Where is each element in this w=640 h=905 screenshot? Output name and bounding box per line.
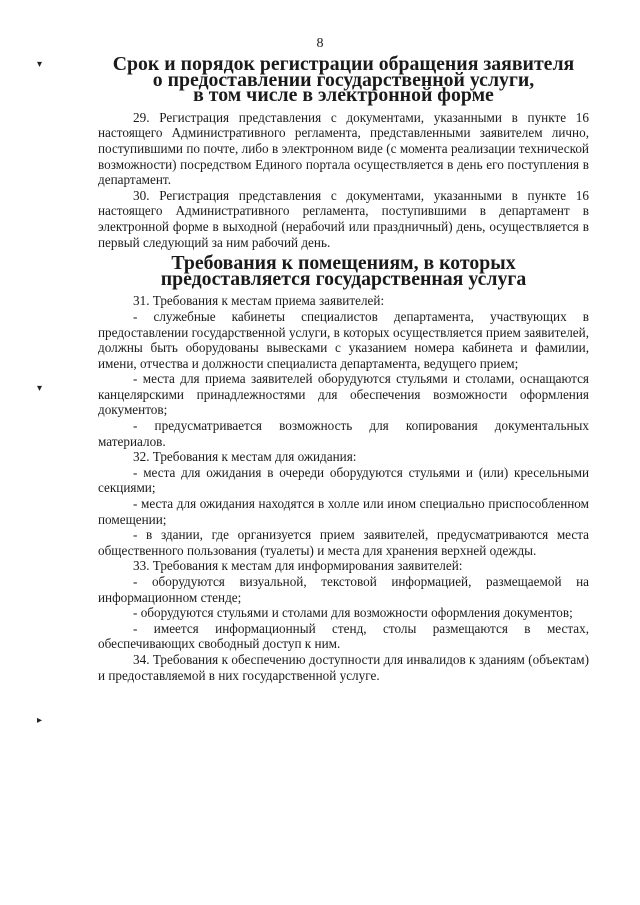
- heading-line: в том числе в электронной форме: [193, 84, 494, 107]
- paragraph-32-item: - места для ожидания находятся в холле или ином специально приспособленном помещении;: [98, 496, 589, 527]
- paragraph-32-item: - места для ожидания в очереди оборудуются стульями и (или) кресельными секциями;: [98, 464, 589, 496]
- margin-mark: ▸: [37, 715, 43, 726]
- page-number: 8: [316, 36, 324, 51]
- paragraph-33-item: - оборудуются стульями и столами для возможности оформления документов;: [133, 605, 573, 621]
- paragraph-31-item: - места для приема заявителей оборудуются стульями и столами, оснащаются канцелярскими принадлежностями для обеспечения возможности оформления документов;: [98, 371, 589, 418]
- section-heading-registration: [98, 53, 589, 107]
- heading-line: предоставляется государственная услуга: [160, 267, 527, 290]
- paragraph-34: 34. Требования к обеспечению доступности для инвалидов к зданиям (объектам) и предоставляемой в них государственной услуге.: [98, 651, 589, 683]
- paragraph-33-item: - оборудуются визуальной, текстовой информацией, размещаемой на информационном стенде;: [98, 574, 589, 605]
- paragraph-33-title: 33. Требования к местам для информирования заявителей:: [133, 558, 463, 574]
- paragraph-32-title: 32. Требования к местам для ожидания:: [133, 449, 357, 465]
- heading-line: Срок и порядок регистрации обращения заявителя: [112, 53, 575, 75]
- paragraph-32-item: - в здании, где организуется прием заявителей, предусматриваются места общественного пользования (туалеты) и места для хранения верхней одежды.: [98, 527, 589, 558]
- paragraph-29: 29. Регистрация представления с документами, указанными в пункте 16 настоящего Административного регламента, представленными заявителем лично, поступившими по почте, либо в электронном виде (с момента реализации технической возможности) посредством Единого портала осуществляется в день его поступления в департамент.: [98, 109, 589, 188]
- margin-mark: ▾: [37, 59, 43, 70]
- paragraph-31-item: - служебные кабинеты специалистов департамента, участвующих в предоставлении государственной услуги, в которых осуществляется прием заявителей, должны быть оборудованы вывесками с указанием номера кабинета и фамилии, имени, отчества и должности специалиста департамента, ведущего прием;: [98, 308, 589, 371]
- heading-line: Требования к помещениям, в которых: [171, 252, 516, 275]
- document-body: [98, 53, 589, 683]
- paragraph-30: 30. Регистрация представления с документами, указанными в пункте 16 настоящего Административного регламента, поступившими в департамент в электронной форме в выходной (нерабочий или праздничный) день, осуществляется в первый следующий за ним рабочий день.: [98, 187, 589, 250]
- paragraph-31-title: 31. Требования к местам приема заявителей:: [133, 293, 385, 309]
- paragraph-31-item: - предусматривается возможность для копирования документальных материалов.: [98, 418, 589, 449]
- paragraph-33-item: - имеется информационный стенд, столы размещаются в местах, обеспечивающих свободный доступ к ним.: [98, 620, 589, 652]
- heading-line: о предоставлении государственной услуги,: [152, 68, 535, 91]
- margin-mark: ▾: [37, 383, 43, 394]
- section-heading-premises: [98, 252, 589, 290]
